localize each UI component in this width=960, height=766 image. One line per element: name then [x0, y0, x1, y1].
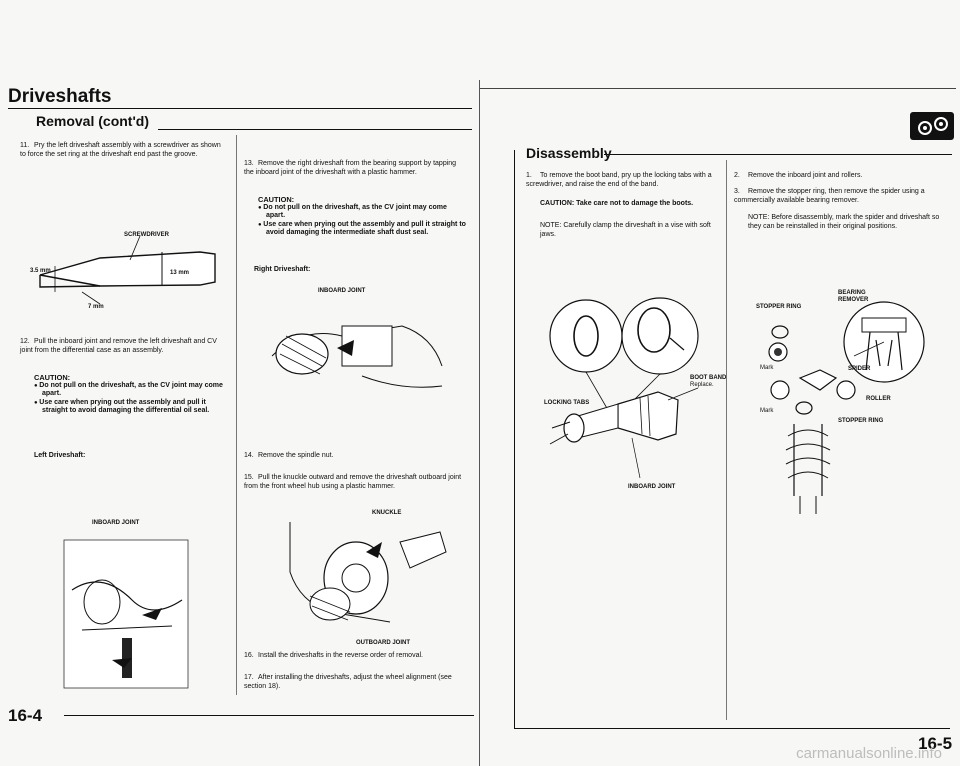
wheel-drive-icon — [910, 112, 954, 140]
dim-3-5mm: 3.5 mm — [30, 268, 51, 274]
step-15: 15. Pull the knuckle outward and remove the driveshaft outboard joint from the front wheel hub using a plastic hammer. — [244, 474, 462, 490]
locking-tabs-label: LOCKING TABS — [544, 400, 590, 406]
page-number-right: 16-5 — [918, 734, 953, 753]
mark-label-2: Mark — [760, 408, 774, 414]
roller-label: ROLLER — [866, 396, 891, 402]
dim-7mm: 7 mm — [88, 304, 104, 310]
step-2: 2. Remove the inboard joint and rollers. — [734, 172, 863, 179]
mark-label-1: Mark — [760, 365, 774, 371]
note-1: NOTE: Carefully clamp the dirveshaft in a vise with soft jaws. — [540, 222, 711, 238]
step-1: 1. To remove the boot band, pry up the locking tabs with a screwdriver, and raise the end of the band. — [526, 172, 712, 188]
dim-13mm: 13 mm — [170, 270, 190, 276]
inboard-joint-label-3: INBOARD JOINT — [628, 484, 676, 490]
left-driveshaft-heading: Left Driveshaft: — [34, 452, 86, 459]
right-driveshaft-figure — [262, 296, 452, 408]
column-divider — [236, 135, 237, 695]
stopper-ring-label-1: STOPPER RING — [756, 304, 802, 310]
knuckle-label: KNUCKLE — [372, 510, 402, 516]
header-rule-right — [480, 88, 956, 89]
inboard-joint-label-1: INBOARD JOINT — [92, 520, 140, 526]
bearing-remover-label-2: REMOVER — [838, 297, 869, 303]
watermark: carmanualsonline.info — [796, 745, 942, 762]
note-3: NOTE: Before disassembly, mark the spider and driveshaft so they can be reinstalled in their original positions. — [748, 214, 940, 230]
spider-label: SPIDER — [848, 366, 871, 372]
right-driveshaft-heading: Right Driveshaft: — [254, 266, 311, 273]
bearing-remover-label: BEARING — [838, 290, 866, 296]
binding-gutter — [479, 80, 480, 766]
step-11: 11. Pry the left driveshaft assembly with a screwdriver as shown to force the set ring at the driveshaft end past the groove. — [20, 142, 221, 158]
caution-1: CAUTION: Take care not to damage the boots. — [540, 200, 694, 207]
title-rule — [8, 108, 472, 109]
footer-rule-left — [64, 715, 474, 716]
frame-bottom — [514, 728, 950, 729]
section-subtitle: Removal (cont'd) — [36, 113, 150, 129]
step-16: 16. Install the driveshafts in the reverse order of removal. — [244, 652, 423, 659]
boot-band-replace: Replace. — [690, 382, 714, 388]
left-driveshaft-figure — [62, 530, 192, 690]
step-3: 3. Remove the stopper ring, then remove the spider using a commercially available bearing remover. — [734, 188, 925, 204]
step-12: 12. Pull the inboard joint and remove the left driveshaft and CV joint from the differential case as an assembly. — [20, 338, 217, 354]
screwdriver-figure — [30, 230, 230, 310]
knuckle-figure — [270, 512, 454, 640]
section-heading: Disassembly — [526, 145, 612, 161]
screwdriver-label: SCREWDRIVER — [124, 232, 170, 238]
page-title: Driveshafts — [8, 86, 112, 107]
section-rule — [604, 154, 952, 155]
step-14: 14. Remove the spindle nut. — [244, 452, 334, 459]
right-column-divider — [726, 160, 727, 720]
spider-figure — [750, 300, 946, 520]
boot-band-figure — [548, 288, 718, 488]
caution-13: CAUTION: ● Do not pull on the driveshaft, as the CV joint may come apart. ● Use care when prying out the assembly and pull it straight to avoid damaging the intermediate shaft dust seal. — [258, 190, 466, 238]
subtitle-rule — [158, 129, 472, 130]
stopper-ring-label-2: STOPPER RING — [838, 418, 884, 424]
step-17: 17. After installing the driveshafts, adjust the wheel alignment (see section 18). — [244, 674, 452, 690]
boot-band-label: BOOT BAND — [690, 375, 727, 381]
page-number-left: 16-4 — [8, 706, 43, 725]
inboard-joint-label-2: INBOARD JOINT — [318, 288, 366, 294]
outboard-joint-label: OUTBOARD JOINT — [356, 640, 410, 646]
frame-left — [514, 150, 515, 728]
caution-12: CAUTION: ● Do not pull on the driveshaft, as the CV joint may come apart. ● Use care when prying out the assembly and pull it straight to avoid damaging the differential oil seal. — [34, 368, 228, 416]
step-13: 13. Remove the right driveshaft from the bearing support by tapping the inboard joint of the driveshaft with a plastic hammer. — [244, 160, 457, 176]
